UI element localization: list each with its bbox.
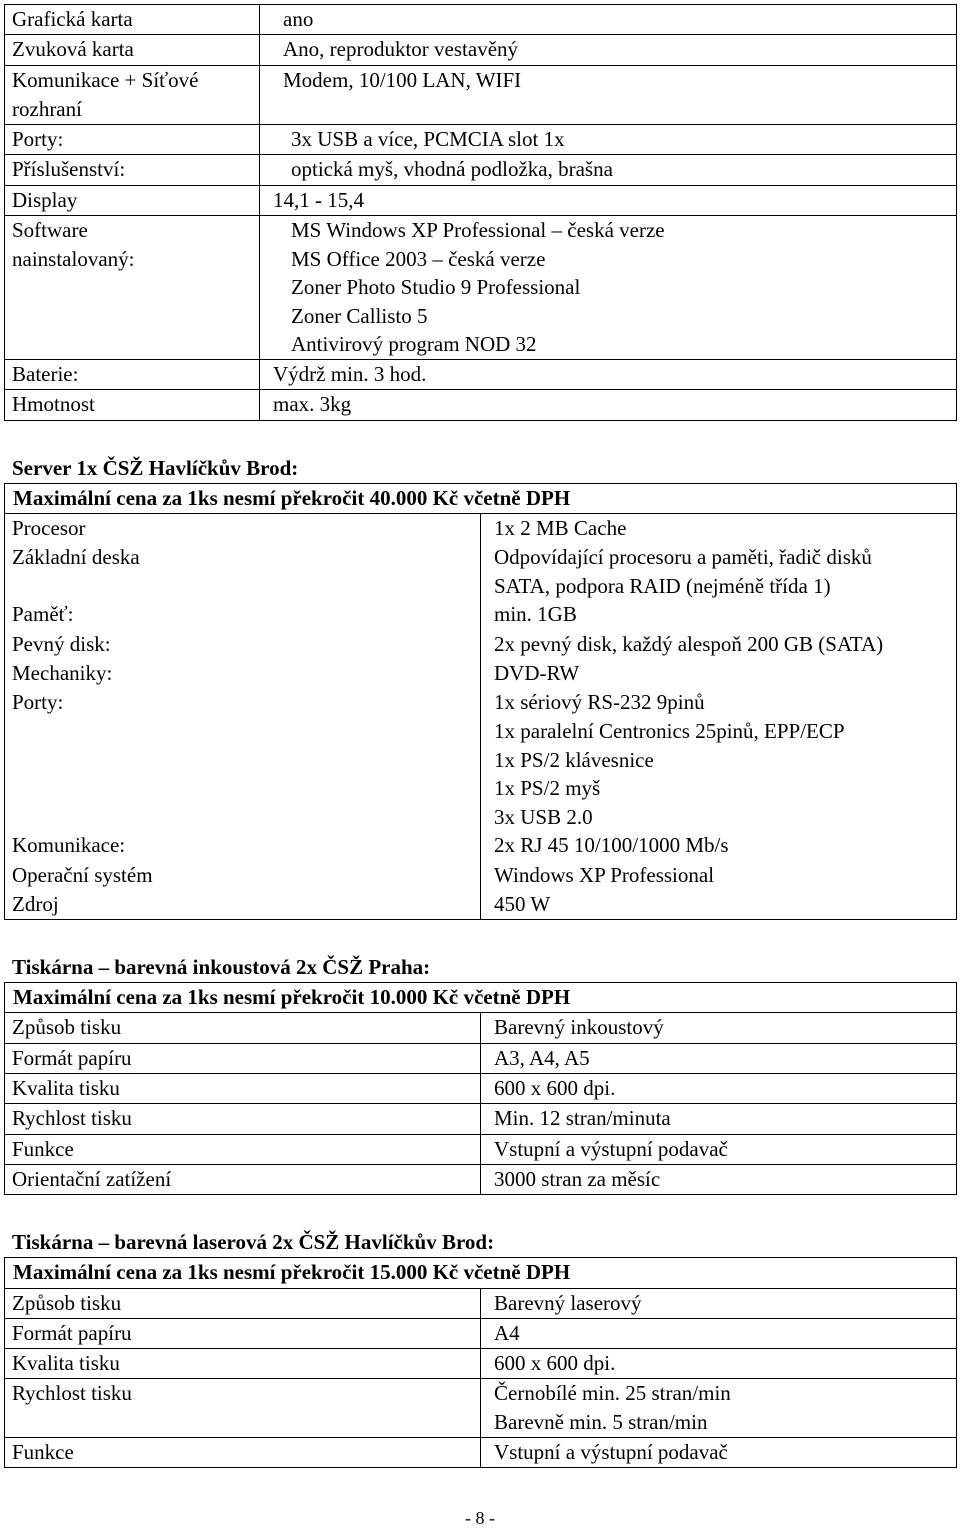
spec-label: Formát papíru xyxy=(5,1043,481,1073)
spec-value xyxy=(260,125,957,155)
spec-row xyxy=(5,543,957,600)
spec-label: Funkce xyxy=(5,1437,481,1467)
spec-value-line: 2x pevný disk, každý alespoň 200 GB (SATA) xyxy=(494,631,884,656)
spec-value-line: 3000 stran za měsíc xyxy=(494,1166,661,1191)
spec-label: Pevný disk: xyxy=(5,630,481,659)
spec-value xyxy=(481,1164,957,1194)
spec-label: Kvalita tisku xyxy=(5,1349,481,1379)
spec-row xyxy=(5,630,957,659)
spec-value xyxy=(481,1288,957,1318)
spec-value xyxy=(481,600,957,629)
spec-row xyxy=(5,1013,957,1043)
spec-value-line: Barevně min. 5 stran/min xyxy=(494,1410,708,1435)
spec-label: Příslušenství: xyxy=(5,155,260,185)
spec-row xyxy=(5,1134,957,1164)
spec-value-line: Windows XP Professional xyxy=(494,862,715,887)
spec-value xyxy=(260,216,957,360)
spec-row xyxy=(5,1288,957,1318)
spec-value xyxy=(481,1379,957,1437)
spec-label-line: Komunikace + Síťové xyxy=(12,67,199,92)
spec-label: Baterie: xyxy=(5,360,260,390)
spec-label: Způsob tisku xyxy=(5,1288,481,1318)
document-page xyxy=(4,4,956,1468)
spec-value xyxy=(260,35,957,65)
spec-value-line: 14,1 - 15,4 xyxy=(273,187,364,212)
spec-row xyxy=(5,390,957,420)
spec-row xyxy=(5,1104,957,1134)
spec-value-line: optická myš, vhodná podložka, brašna xyxy=(291,157,613,182)
spec-value-line: 600 x 600 dpi. xyxy=(494,1351,616,1376)
spec-value xyxy=(481,1074,957,1104)
spec-value xyxy=(260,390,957,420)
spec-value-line: 3x USB 2.0 xyxy=(494,804,593,829)
spec-label xyxy=(5,216,260,360)
inkjet-price-limit: Maximální cena za 1ks nesmí překročit 10.000 Kč včetně DPH xyxy=(5,983,957,1013)
spec-row xyxy=(5,1318,957,1348)
spec-value xyxy=(481,861,957,890)
spec-value-line: Barevný laserový xyxy=(494,1290,642,1315)
spec-row xyxy=(5,35,957,65)
spec-value-line: ano xyxy=(283,7,314,31)
spec-row xyxy=(5,600,957,629)
laser-spec-table xyxy=(4,1257,957,1468)
spec-value-line: DVD-RW xyxy=(494,661,580,686)
spec-row xyxy=(5,1074,957,1104)
spec-label-line: Software xyxy=(12,218,88,243)
spec-label: Rychlost tisku xyxy=(5,1104,481,1134)
spec-row xyxy=(5,155,957,185)
spec-value-line: 600 x 600 dpi. xyxy=(494,1076,616,1101)
laser-price-limit: Maximální cena za 1ks nesmí překročit 15.000 Kč včetně DPH xyxy=(5,1258,957,1288)
spec-row xyxy=(5,216,957,360)
spec-value xyxy=(260,360,957,390)
spec-label xyxy=(5,65,260,125)
spec-row xyxy=(5,1349,957,1379)
spec-value-line: 1x 2 MB Cache xyxy=(494,515,627,540)
spec-label: Procesor xyxy=(5,513,481,543)
spec-value xyxy=(260,5,957,35)
spec-value-line: 3x USB a více, PCMCIA slot 1x xyxy=(291,127,565,152)
server-price-limit: Maximální cena za 1ks nesmí překročit 40.000 Kč včetně DPH xyxy=(5,483,957,513)
notebook-spec-table xyxy=(4,4,957,421)
spec-value xyxy=(481,1318,957,1348)
spec-row xyxy=(5,125,957,155)
spec-value-line: Zoner Callisto 5 xyxy=(291,303,428,328)
spec-value-line: max. 3kg xyxy=(273,392,352,417)
spec-value xyxy=(481,831,957,860)
server-spec-table xyxy=(4,483,957,921)
spec-value-line: 1x sériový RS-232 9pinů xyxy=(494,690,705,715)
spec-label: Grafická karta xyxy=(5,5,260,35)
spec-value-line: 1x PS/2 klávesnice xyxy=(494,747,654,772)
spec-label: Základní deska xyxy=(5,543,481,600)
spec-value-line: Výdrž min. 3 hod. xyxy=(273,362,427,387)
spec-value xyxy=(481,1134,957,1164)
spec-value xyxy=(481,630,957,659)
spec-value-line: Barevný inkoustový xyxy=(494,1015,664,1040)
spec-label: Display xyxy=(5,185,260,215)
spec-value xyxy=(481,1104,957,1134)
spec-label-line: rozhraní xyxy=(12,96,82,121)
spec-row xyxy=(5,1164,957,1194)
spec-value xyxy=(481,890,957,920)
spec-value-line: Vstupní a výstupní podavač xyxy=(494,1439,728,1464)
spec-label: Paměť: xyxy=(5,600,481,629)
spec-value-line: A3, A4, A5 xyxy=(494,1045,590,1070)
spec-row xyxy=(5,1043,957,1073)
spec-label: Hmotnost xyxy=(5,390,260,420)
spec-label: Zdroj xyxy=(5,890,481,920)
spec-row xyxy=(5,688,957,831)
spec-value-line: MS Office 2003 – česká verze xyxy=(291,246,546,271)
spec-value-line: Modem, 10/100 LAN, WIFI xyxy=(283,67,522,92)
spec-value xyxy=(481,1043,957,1073)
spec-value-line: Černobílé min. 25 stran/min xyxy=(494,1381,731,1406)
spec-value xyxy=(481,1349,957,1379)
spec-value-line: Zoner Photo Studio 9 Professional xyxy=(291,275,581,300)
inkjet-spec-table xyxy=(4,982,957,1195)
spec-value-line: Vstupní a výstupní podavač xyxy=(494,1136,728,1161)
laser-printer-heading: Tiskárna – barevná laserová 2x ČSŽ Havlíčkův Brod: xyxy=(12,1230,495,1255)
spec-row xyxy=(5,513,957,543)
spec-row xyxy=(5,659,957,688)
spec-label: Orientační zatížení xyxy=(5,1164,481,1194)
spec-value xyxy=(481,1013,957,1043)
spec-value xyxy=(481,659,957,688)
spec-label: Zvuková karta xyxy=(5,35,260,65)
spec-label: Kvalita tisku xyxy=(5,1074,481,1104)
server-heading: Server 1x ČSŽ Havlíčkův Brod: xyxy=(12,455,299,480)
spec-row xyxy=(5,65,957,125)
spec-label: Porty: xyxy=(5,688,481,831)
spec-row xyxy=(5,185,957,215)
spec-label-line: nainstalovaný: xyxy=(12,247,135,272)
spec-value-line: SATA, podpora RAID (nejméně třída 1) xyxy=(494,573,831,598)
spec-value xyxy=(481,688,957,831)
spec-row xyxy=(5,360,957,390)
spec-row xyxy=(5,5,957,35)
page-number: - 8 - xyxy=(465,1508,495,1528)
spec-value-line: 1x PS/2 myš xyxy=(494,776,601,801)
spec-value xyxy=(260,65,957,125)
spec-row xyxy=(5,1437,957,1467)
spec-row xyxy=(5,861,957,890)
inkjet-printer-heading: Tiskárna – barevná inkoustová 2x ČSŽ Praha: xyxy=(12,955,431,980)
spec-value-line: MS Windows XP Professional – česká verze xyxy=(291,218,665,243)
spec-label: Operační systém xyxy=(5,861,481,890)
spec-value-line: A4 xyxy=(494,1320,520,1345)
spec-value-line: Min. 12 stran/minuta xyxy=(494,1106,671,1131)
spec-value-line: Odpovídající procesoru a paměti, řadič disků xyxy=(494,545,872,570)
spec-value-line: Antivirový program NOD 32 xyxy=(291,332,537,357)
spec-row xyxy=(5,1379,957,1437)
spec-label: Formát papíru xyxy=(5,1318,481,1348)
spec-value xyxy=(481,543,957,600)
spec-value-line: min. 1GB xyxy=(494,602,577,627)
spec-value xyxy=(260,155,957,185)
spec-value-line: 450 W xyxy=(494,891,551,916)
spec-label: Způsob tisku xyxy=(5,1013,481,1043)
spec-label: Porty: xyxy=(5,125,260,155)
spec-value-line: 1x paralelní Centronics 25pinů, EPP/ECP xyxy=(494,718,845,743)
spec-label: Funkce xyxy=(5,1134,481,1164)
spec-row xyxy=(5,890,957,920)
spec-label: Komunikace: xyxy=(5,831,481,860)
spec-row xyxy=(5,831,957,860)
spec-value xyxy=(260,185,957,215)
spec-label: Mechaniky: xyxy=(5,659,481,688)
spec-value-line: Ano, reproduktor vestavěný xyxy=(283,37,519,62)
spec-value xyxy=(481,1437,957,1467)
spec-label: Rychlost tisku xyxy=(5,1379,481,1437)
spec-value xyxy=(481,513,957,543)
spec-value-line: 2x RJ 45 10/100/1000 Mb/s xyxy=(494,833,729,858)
